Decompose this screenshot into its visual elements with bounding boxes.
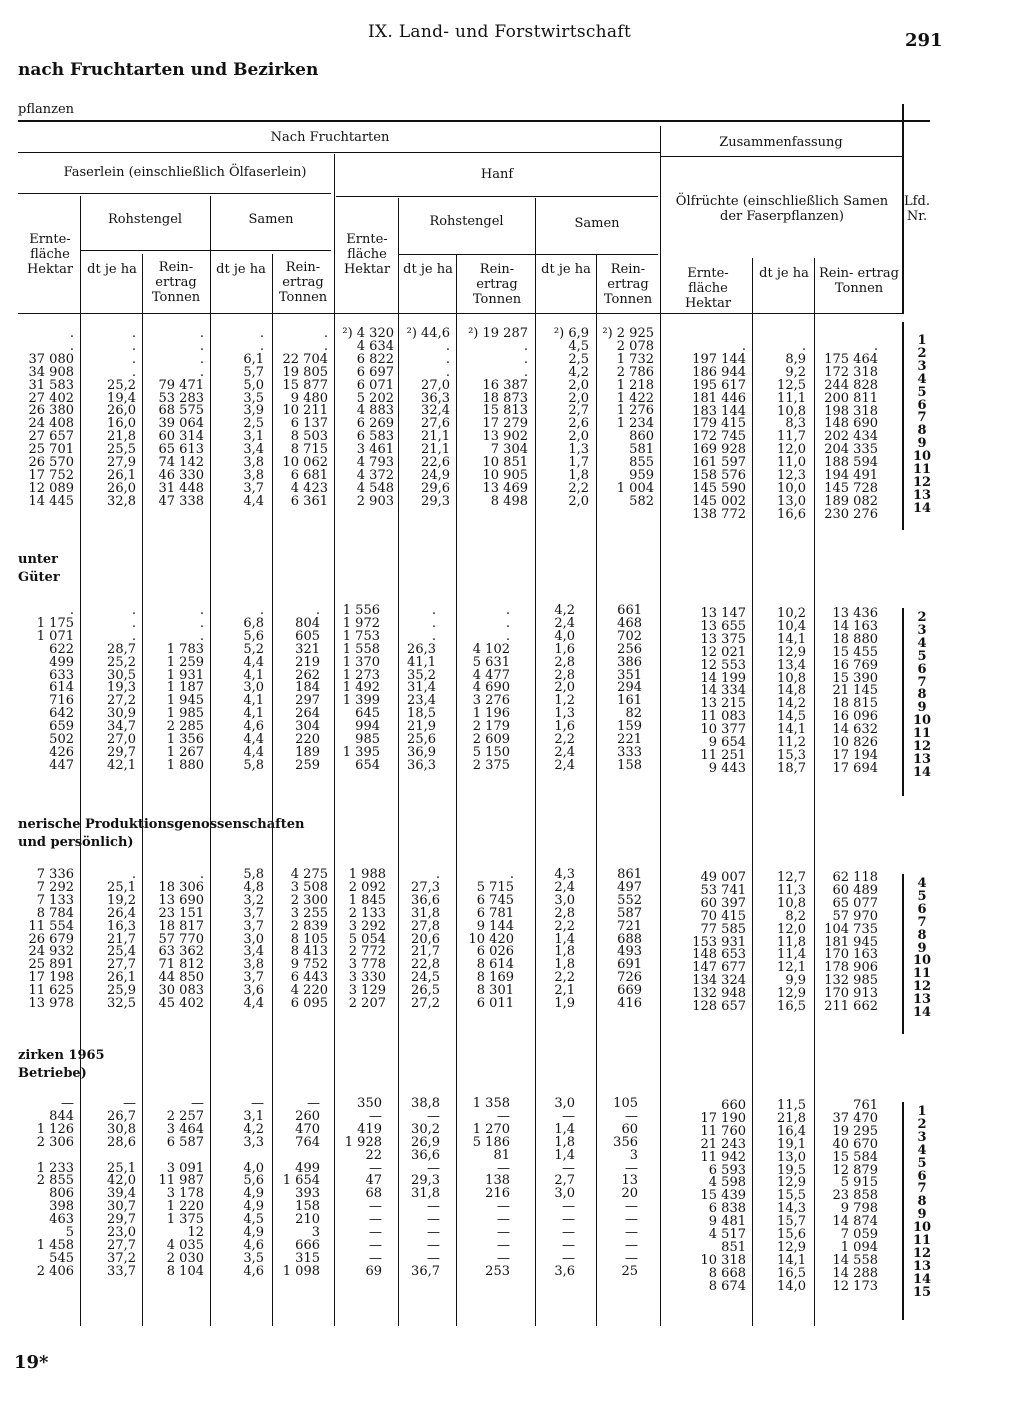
s3-c11-ernteflaeche: 49 007 53 741 60 397 70 415 77 585 153 931 148 653 147 677 134 324 132 948 128 657 [692, 870, 746, 1015]
section-4-label-1: zirken 1965 [18, 1048, 105, 1063]
header-c10: Rein- ertrag Tonnen [603, 262, 653, 307]
s1-c5-reinertrag: . . 22 704 19 805 15 877 9 480 10 211 6 137 8 503 8 715 10 062 6 681 4 423 6 361 [282, 326, 328, 509]
s2-lfd-rule [902, 608, 904, 796]
s2-c2-dt-je-ha: . . . 28,7 25,2 30,5 19,3 27,2 30,9 34,7 27,0 29,7 42,1 [107, 603, 136, 773]
header-rule-2b [336, 196, 658, 197]
header-c4: dt je ha [216, 262, 266, 277]
s2-c1-ernteflaeche: . 1 175 1 071 622 499 633 614 716 642 659 502 426 447 [36, 603, 74, 773]
vrule-c7 [456, 254, 457, 1326]
s1-c6-ernteflaeche: ²) 4 320 4 634 6 822 6 697 6 071 5 202 4 883 6 269 6 583 3 461 4 793 4 372 4 548 2 903 [342, 326, 394, 509]
s3-c3-reinertrag: . 18 306 13 690 23 151 18 817 57 770 63 362 71 812 44 850 30 083 45 402 [158, 867, 204, 1012]
header-rule-1b [660, 156, 902, 157]
s4-c5-reinertrag: — 260 470 764 499 1 654 393 158 210 3 666 315 1 098 [282, 1096, 320, 1279]
s2-c5-reinertrag: . 804 605 321 219 262 184 297 264 304 220 189 259 [295, 603, 320, 773]
table-top-rule [18, 120, 930, 122]
section-heading: IX. Land- und Forstwirtschaft [368, 22, 632, 42]
s1-c7-dt-je-ha: ²) 44,6 . . . 27,0 36,3 32,4 27,6 21,1 21,1 22,6 24,9 29,6 29,3 [406, 326, 450, 509]
header-oelfruechte: Ölfrüchte (einschließlich Samen der Faserpflanzen) [675, 194, 889, 224]
header-c5: Rein- ertrag Tonnen [278, 260, 328, 305]
header-faserlein: Faserlein (einschließlich Ölfaserlein) [63, 165, 307, 180]
vrule-hanf-samen [535, 198, 536, 1326]
vrule-hanf-area [398, 198, 399, 1326]
s3-c8-reinertrag: . 5 715 6 745 6 781 9 144 10 420 6 026 8 614 8 169 8 301 6 011 [468, 867, 514, 1012]
vrule-faser-samen [210, 196, 211, 1326]
s4-c9-dt-je-ha: 3,0 — 1,4 1,8 1,4 — 2,7 3,0 — — — — — 3,6 [554, 1096, 575, 1279]
s1-c8-reinertrag: ²) 19 287 . . . 16 387 18 873 15 813 17 279 13 902 7 304 10 851 10 905 13 469 8 498 [468, 326, 528, 509]
header-c9: dt je ha [541, 262, 591, 277]
s3-c10-reinertrag: 861 497 552 587 721 688 493 691 726 669 416 [617, 867, 642, 1012]
s3-c6-ernteflaeche: 1 988 2 092 1 845 2 133 3 292 5 054 2 772 3 778 3 330 3 129 2 207 [348, 867, 386, 1012]
s4-c2-dt-je-ha: — 26,7 30,8 28,6 25,1 42,0 39,4 30,7 29,7 23,0 27,7 37,2 33,7 [107, 1096, 136, 1279]
header-hanf-samen: Samen [574, 216, 620, 231]
page-subtitle: pflanzen [18, 102, 75, 117]
section-3-label-2: und persönlich) [18, 835, 134, 850]
vrule-c11 [752, 258, 753, 1326]
s2-c11-ernteflaeche: 13 147 13 655 13 375 12 021 12 553 14 199 14 334 13 215 11 083 10 377 9 654 11 251 9 443 [700, 606, 746, 776]
section-3-label-1: nerische Produktionsgenossenschaften [18, 817, 305, 832]
s2-lfd-nr: 2 3 4 5 6 7 8 9 10 11 12 13 14 [912, 610, 932, 780]
header-rule-3b [398, 254, 658, 255]
vrule-c12 [814, 258, 815, 1326]
header-faser-samen: Samen [248, 212, 294, 227]
header-c2: dt je ha [87, 262, 137, 277]
s1-c11-ernteflaeche: . 197 144 186 944 195 617 181 446 183 144 179 415 172 745 169 928 161 597 158 576 145 590 145 002 138 772 [692, 339, 746, 522]
s1-c10-reinertrag: ²) 2 925 2 078 1 732 2 786 1 218 1 422 1 276 1 234 860 581 855 959 1 004 582 [602, 326, 654, 509]
s1-lfd-nr: 1 2 3 4 5 6 7 8 9 10 11 12 13 14 [912, 333, 932, 516]
s4-c3-reinertrag: — 2 257 3 464 6 587 3 091 11 987 3 178 1 220 1 375 12 4 035 2 030 8 104 [158, 1096, 204, 1279]
s2-c4-dt-je-ha: . 6,8 5,6 5,2 4,4 4,1 3,0 4,1 4,1 4,6 4,4 4,4 5,8 [243, 603, 264, 773]
s1-c4-dt-je-ha: . . 6,1 5,7 5,0 3,5 3,9 2,5 3,1 3,4 3,8 3,8 3,7 4,4 [243, 326, 264, 509]
s3-c2-dt-je-ha: . 25,1 19,2 26,4 16,3 21,7 25,4 27,7 26,1 25,9 32,5 [107, 867, 136, 1012]
vrule-zusammenfassung [660, 126, 661, 1326]
s3-c13-reinertrag: 62 118 60 489 65 077 57 970 104 735 181 945 170 163 178 906 132 985 170 913 211 662 [824, 870, 878, 1015]
s4-c6-ernteflaeche: 350 — 419 1 928 22 — 47 68 — — — — — 69 [344, 1096, 382, 1279]
header-bottom-rule [18, 313, 902, 314]
s4-c1-ernteflaeche: — 844 1 126 2 306 1 233 2 855 806 398 463 5 1 458 545 2 406 [36, 1096, 74, 1279]
s3-c12-dt-je-ha: 12,7 11,3 10,8 8,2 12,0 11,8 11,4 12,1 9,9 12,9 16,5 [777, 870, 806, 1015]
page-footer-signature: 19* [14, 1352, 49, 1373]
s3-lfd-nr: 4 5 6 7 8 9 10 11 12 13 14 [912, 876, 932, 1021]
header-lfd-nr: Lfd. Nr. [904, 194, 930, 224]
vrule-c9 [596, 254, 597, 1326]
header-hanf: Hanf [480, 167, 514, 182]
section-4-label-2: Betriebe) [18, 1066, 87, 1081]
header-c7: dt je ha [403, 262, 453, 277]
vrule-faser-area [80, 196, 81, 1326]
header-hanf-area: Ernte- fläche Hektar [343, 232, 391, 277]
header-c11: Ernte- fläche Hektar [684, 266, 732, 311]
s1-c13-reinertrag: . 175 464 172 318 244 828 200 811 198 318 148 690 202 434 204 335 188 594 194 491 145 728 189 082 230 276 [824, 339, 878, 522]
s4-c10-reinertrag: 105 — 60 356 3 — 13 20 — — — — — 25 [613, 1096, 638, 1279]
s4-c13-reinertrag: 761 37 470 19 295 40 670 15 584 12 879 5 915 23 858 9 798 14 874 7 059 1 094 14 558 14 288 12 173 [832, 1098, 878, 1294]
vrule-c2 [142, 254, 143, 1326]
s2-c10-reinertrag: 661 468 702 256 386 351 294 161 82 159 221 333 158 [617, 603, 642, 773]
s4-lfd-nr: 1 2 3 4 5 6 7 8 9 10 11 12 13 14 15 [912, 1104, 932, 1300]
s3-c9-dt-je-ha: 4,3 2,4 3,0 2,8 2,2 1,4 1,8 1,8 2,2 2,1 1,9 [554, 867, 575, 1012]
s2-c7-dt-je-ha: . . . 26,3 41,1 35,2 31,4 23,4 18,5 21,9 25,6 36,9 36,3 [407, 603, 436, 773]
s3-c4-dt-je-ha: 5,8 4,8 3,2 3,7 3,7 3,0 3,4 3,8 3,7 3,6 4,4 [243, 867, 264, 1012]
header-rule-1 [18, 152, 660, 153]
s3-c1-ernteflaeche: 7 336 7 292 7 133 8 784 11 554 26 679 24 932 25 891 17 198 11 625 13 978 [28, 867, 74, 1012]
s1-c3-reinertrag: . . . . 79 471 53 283 68 575 39 064 60 314 65 613 74 142 46 330 31 448 47 338 [158, 326, 204, 509]
header-nach-fruchtarten: Nach Fruchtarten [270, 130, 390, 145]
header-faser-rohstengel: Rohstengel [107, 212, 183, 227]
page-title: nach Fruchtarten und Bezirken [18, 60, 319, 80]
s1-lfd-rule [902, 322, 904, 530]
s3-c5-reinertrag: 4 275 3 508 2 300 3 255 2 839 8 105 8 413 9 752 6 443 4 220 6 095 [290, 867, 328, 1012]
s4-c11-ernteflaeche: 660 17 190 11 760 21 243 11 942 6 593 4 598 15 439 6 838 9 481 4 517 851 10 318 8 668 8 674 [700, 1098, 746, 1294]
vrule-c4 [272, 254, 273, 1326]
header-hanf-rohstengel: Rohstengel [429, 214, 504, 229]
s4-c8-reinertrag: 1 358 — 1 270 5 186 81 — 138 216 — — — — — 253 [472, 1096, 510, 1279]
s1-c9-dt-je-ha: ²) 6,9 4,5 2,5 4,2 2,0 2,0 2,7 2,6 2,0 1,3 1,7 1,8 2,2 2,0 [553, 326, 589, 509]
header-faser-area: Ernte- fläche Hektar [26, 232, 74, 277]
s1-c12-dt-je-ha: . 8,9 9,2 12,5 11,1 10,8 8,3 11,7 12,0 11,0 12,3 10,0 13,0 16,6 [777, 339, 806, 522]
section-2-label-1: unter [18, 552, 59, 567]
s1-c1-ernteflaeche: . . 37 080 34 908 31 583 27 402 26 380 24 408 27 657 25 701 26 570 17 752 12 089 14 445 [28, 326, 74, 509]
header-c3: Rein- ertrag Tonnen [151, 260, 201, 305]
header-c13: Rein- ertrag Tonnen [819, 266, 899, 296]
s4-c12-dt-je-ha: 11,5 21,8 16,4 19,1 13,0 19,5 12,9 15,5 14,3 15,7 15,6 12,9 14,1 16,5 14,0 [777, 1098, 806, 1294]
vrule-hanf [334, 154, 335, 1326]
s4-lfd-rule [902, 1102, 904, 1320]
s3-c7-dt-je-ha: . 27,3 36,6 31,8 27,8 20,6 21,7 22,8 24,5 26,5 27,2 [411, 867, 440, 1012]
header-rule-2a [18, 193, 331, 194]
header-c12: dt je ha [759, 266, 809, 281]
s3-lfd-rule [902, 874, 904, 1034]
page-number: 291 [905, 30, 943, 51]
s2-c12-dt-je-ha: 10,2 10,4 14,1 12,9 13,4 10,8 14,8 14,2 14,5 14,1 11,2 15,3 18,7 [777, 606, 806, 776]
header-c8: Rein- ertrag Tonnen [472, 262, 522, 307]
s1-c2-dt-je-ha: . . . . 25,2 19,4 26,0 16,0 21,8 25,5 27,9 26,1 26,0 32,8 [107, 326, 136, 509]
s2-c6-ernteflaeche: 1 556 1 972 1 753 1 558 1 370 1 273 1 492 1 399 645 994 985 1 395 654 [342, 603, 380, 773]
section-2-label-2: Güter [18, 570, 60, 585]
s4-c4-dt-je-ha: — 3,1 4,2 3,3 4,0 5,6 4,9 4,9 4,5 4,9 4,6 3,5 4,6 [243, 1096, 264, 1279]
header-zusammenfassung: Zusammenfassung [719, 135, 843, 150]
s2-c9-dt-je-ha: 4,2 2,4 4,0 1,6 2,8 2,8 2,0 1,2 1,3 1,6 2,2 2,4 2,4 [554, 603, 575, 773]
s2-c8-reinertrag: . . . 4 102 5 631 4 477 4 690 3 276 1 196 2 179 2 609 5 150 2 375 [472, 603, 510, 773]
header-rule-3a [80, 250, 331, 251]
s4-c7-dt-je-ha: 38,8 — 30,2 26,9 36,6 — 29,3 31,8 — — — — — 36,7 [411, 1096, 440, 1279]
s2-c13-reinertrag: 13 436 14 163 18 880 15 455 16 769 15 390 21 145 18 815 16 096 14 632 10 826 17 194 17 694 [832, 606, 878, 776]
s2-c3-reinertrag: . . . 1 783 1 259 1 931 1 187 1 945 1 985 2 285 1 356 1 267 1 880 [166, 603, 204, 773]
